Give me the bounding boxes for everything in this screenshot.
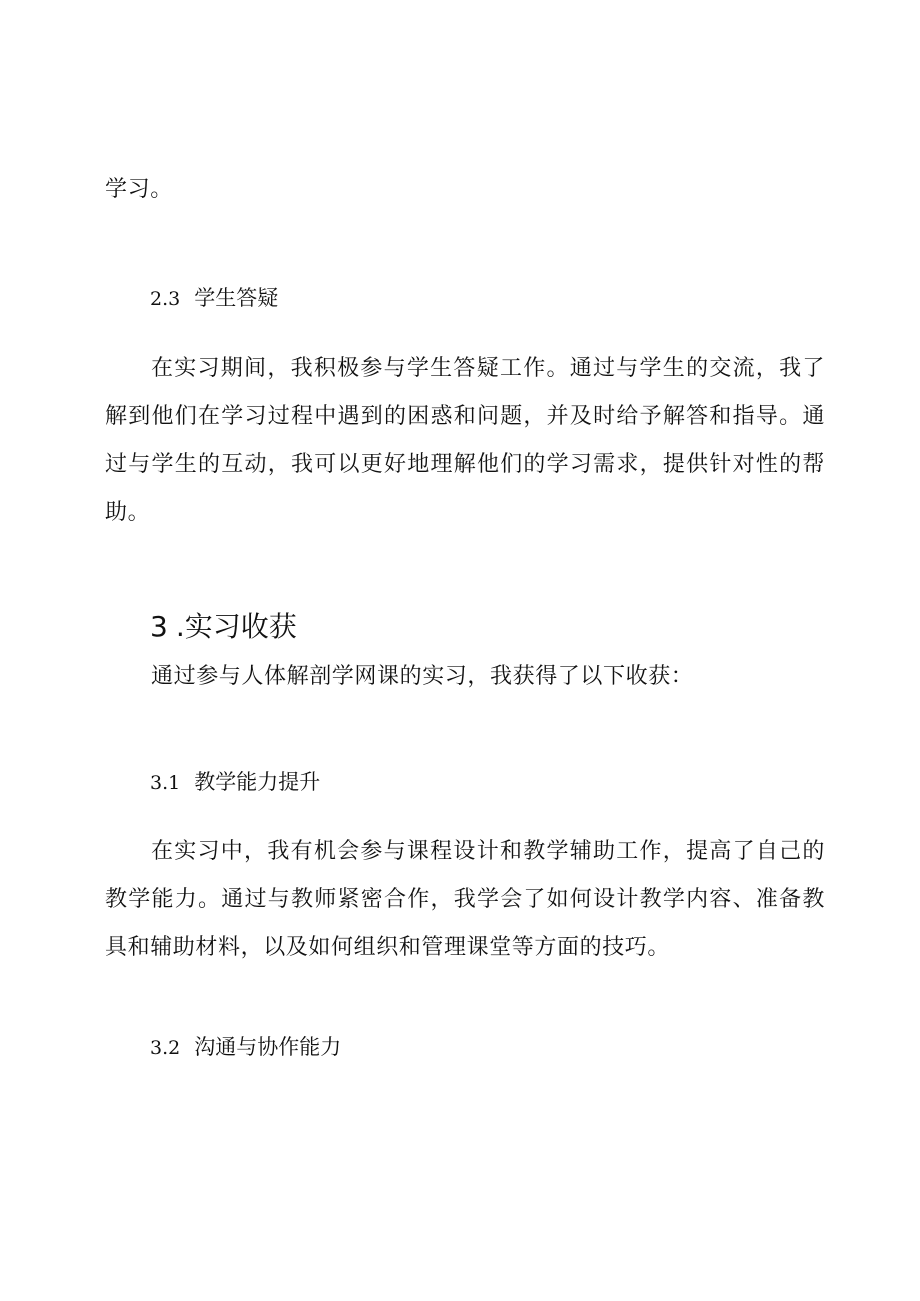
section-number: 3 xyxy=(150,610,168,643)
section-title: .实习收获 xyxy=(175,610,297,643)
paragraph-2-3: 在实习期间，我积极参与学生答疑工作。通过与学生的交流，我了解到他们在学习过程中遇到的困惑和问题，并及时给予解答和指导。通过与学生的互动，我可以更好地理解他们的学习需求，提供针对性的帮助。 xyxy=(105,356,825,525)
section-3-intro: 通过参与人体解剖学网课的实习，我获得了以下收获： xyxy=(151,664,694,689)
subsection-title: 学生答疑 xyxy=(194,286,279,310)
subsection-title: 教学能力提升 xyxy=(194,770,321,794)
subsection-heading-3-2 xyxy=(150,1032,341,1063)
subsection-heading-3-1 xyxy=(150,767,320,798)
subsection-number: 3.2 xyxy=(150,1037,181,1059)
continuation-paragraph: 学习。 xyxy=(105,177,173,202)
subsection-title: 沟通与协作能力 xyxy=(194,1035,342,1059)
paragraph-3-1: 在实习中，我有机会参与课程设计和教学辅助工作，提高了自己的教学能力。通过与教师紧密合作，我学会了如何设计教学内容、准备教具和辅助材料，以及如何组织和管理课堂等方面的技巧。 xyxy=(105,839,825,960)
subsection-number: 3.1 xyxy=(150,772,181,794)
subsection-number: 2.3 xyxy=(150,288,181,310)
section-heading-3 xyxy=(150,608,297,646)
subsection-heading-2-3 xyxy=(150,283,278,314)
